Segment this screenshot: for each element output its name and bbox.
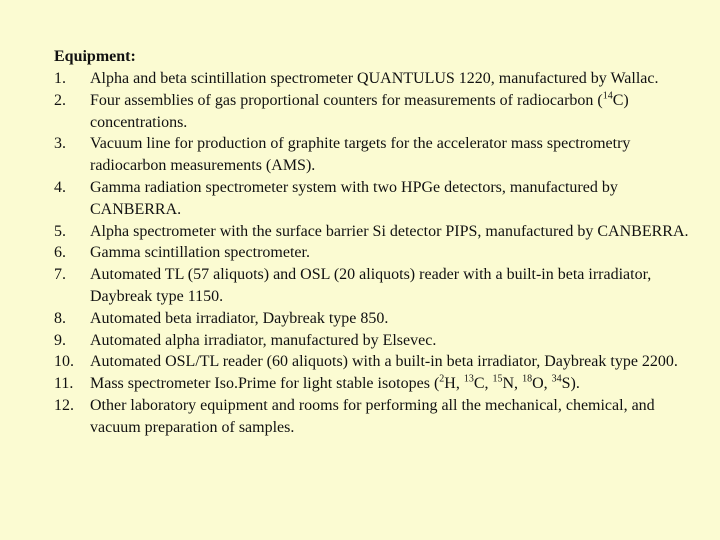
item-text xyxy=(90,90,694,134)
item-number: 7. xyxy=(54,266,66,284)
item-number: 3. xyxy=(54,135,66,153)
item-text-segment: Vacuum line for production of graphite targets for the accelerator mass spectrometry radiocarbon measurements (AMS). xyxy=(90,135,631,175)
item-number: 11. xyxy=(54,375,74,393)
equipment-item xyxy=(54,221,694,243)
item-text xyxy=(90,221,694,243)
item-text-segment: S). xyxy=(561,375,580,393)
isotope-mass-superscript: 15 xyxy=(492,373,503,385)
item-text xyxy=(90,330,694,352)
item-text xyxy=(90,177,694,221)
item-number: 1. xyxy=(54,70,66,87)
item-text xyxy=(90,395,694,439)
item-number: 5. xyxy=(54,222,66,240)
item-text-segment: H, xyxy=(444,375,464,393)
item-text-segment: Mass spectrometer Iso.Prime for light stable isotopes ( xyxy=(90,375,440,393)
equipment-item xyxy=(54,68,694,90)
item-text xyxy=(90,373,694,395)
item-number: 8. xyxy=(54,309,66,327)
item-number: 6. xyxy=(54,244,66,262)
equipment-item xyxy=(54,351,694,373)
item-text-segment: C) concentrations. xyxy=(90,91,629,131)
equipment-item xyxy=(54,330,694,352)
equipment-list xyxy=(54,68,694,439)
item-text xyxy=(90,264,694,308)
isotope-mass-superscript: 34 xyxy=(551,373,562,385)
item-text-segment: Gamma radiation spectrometer system with two HPGe detectors, manufactured by CANBERRA. xyxy=(90,178,618,218)
isotope-mass-superscript: 14 xyxy=(602,90,613,102)
item-number: 4. xyxy=(54,178,66,196)
item-text-segment: Automated OSL/TL reader (60 aliquots) with a built-in beta irradiator, Daybreak type 2200. xyxy=(90,353,678,371)
item-text-segment: Gamma scintillation spectrometer. xyxy=(90,244,310,262)
equipment-item xyxy=(54,308,694,330)
item-text-segment: C, xyxy=(473,375,493,393)
item-text-segment: Four assemblies of gas proportional counters for measurements of radiocarbon ( xyxy=(90,91,603,109)
item-text-segment: Other laboratory equipment and rooms for performing all the mechanical, chemical, and vacuum preparation of samples. xyxy=(90,396,655,436)
equipment-heading: Equipment: xyxy=(54,48,136,65)
item-number: 9. xyxy=(54,331,66,349)
item-text xyxy=(90,68,694,90)
equipment-item xyxy=(54,133,694,177)
item-text-segment: N, xyxy=(502,375,523,393)
item-text-segment: Automated beta irradiator, Daybreak type 850. xyxy=(90,309,389,327)
slide-content xyxy=(54,46,694,439)
item-number: 2. xyxy=(54,91,66,109)
item-text xyxy=(90,242,694,264)
item-number: 10. xyxy=(54,353,74,371)
item-text-segment: Alpha and beta scintillation spectrometer QUANTULUS 1220, manufactured by Wallac. xyxy=(90,70,659,87)
item-text-segment: Automated alpha irradiator, manufactured by Elsevec. xyxy=(90,331,437,349)
item-text-segment: Alpha spectrometer with the surface barrier Si detector PIPS, manufactured by CANBERRA. xyxy=(90,222,689,240)
item-text xyxy=(90,133,694,177)
isotope-mass-superscript: 13 xyxy=(463,373,474,385)
isotope-mass-superscript: 18 xyxy=(522,373,533,385)
equipment-item xyxy=(54,177,694,221)
equipment-item xyxy=(54,395,694,439)
equipment-item xyxy=(54,90,694,134)
item-number: 12. xyxy=(54,396,74,414)
equipment-item xyxy=(54,373,694,395)
item-text xyxy=(90,308,694,330)
item-text-segment: Automated TL (57 aliquots) and OSL (20 aliquots) reader with a built-in beta irradiator, Daybreak type 1150. xyxy=(90,266,652,305)
equipment-item xyxy=(54,242,694,264)
item-text xyxy=(90,351,694,373)
isotope-mass-superscript: 2 xyxy=(439,373,445,385)
equipment-item xyxy=(54,264,694,308)
item-text-segment: O, xyxy=(532,375,552,393)
